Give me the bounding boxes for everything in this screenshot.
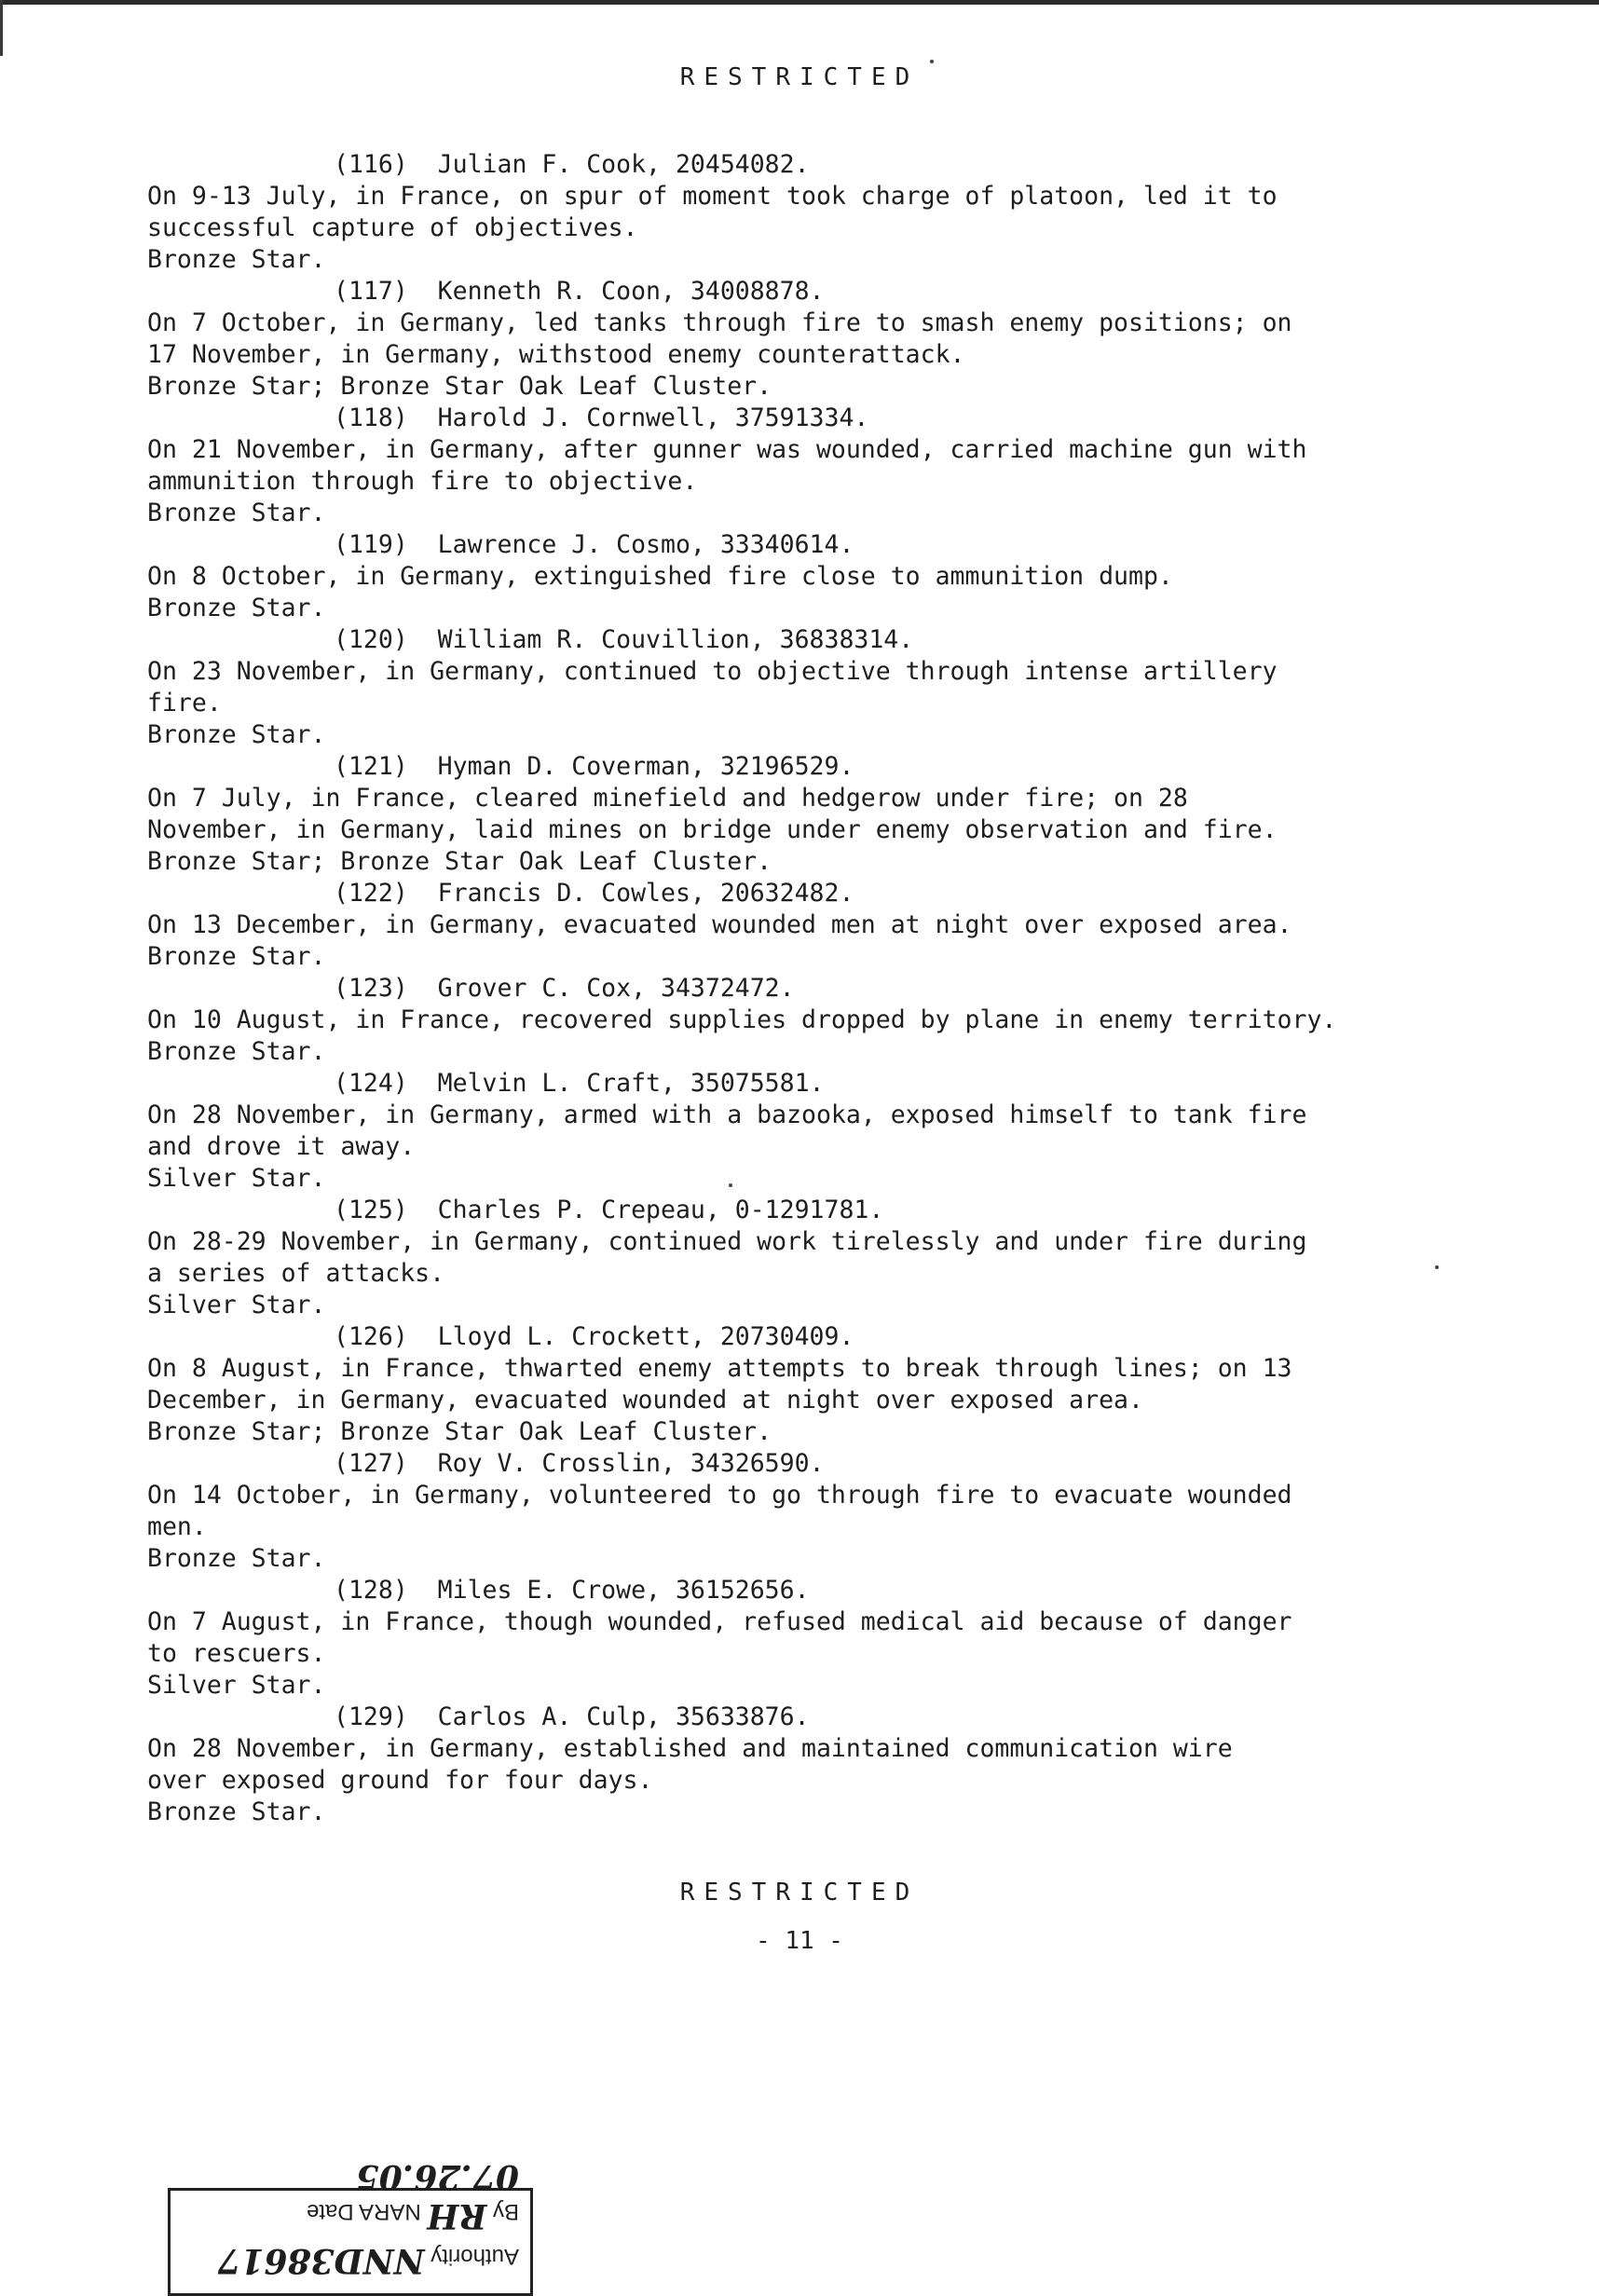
restricted-footer: RESTRICTED bbox=[679, 1879, 920, 1906]
citation-entry bbox=[147, 751, 1396, 878]
citation-text-line: On 23 November, in Germany, continued to objective through intense artillery bbox=[147, 657, 1278, 686]
citation-heading: (119) Lawrence J. Cosmo, 33340614. bbox=[334, 530, 854, 559]
citation-entry bbox=[147, 624, 1396, 751]
stamp-rotated-content bbox=[171, 2157, 530, 2293]
award-line: Bronze Star. bbox=[147, 1544, 326, 1573]
award-line: Bronze Star. bbox=[147, 942, 326, 971]
citation-entry bbox=[147, 1195, 1396, 1321]
citation-text-line: ammunition through fire to objective. bbox=[147, 467, 698, 496]
citation-text-line: On 7 October, in Germany, led tanks through fire to smash enemy positions; on bbox=[147, 308, 1292, 337]
scan-speck bbox=[729, 1183, 732, 1187]
citation-entry bbox=[147, 1068, 1396, 1195]
scan-edge-top bbox=[0, 0, 1599, 5]
stamp-by-value: RH bbox=[427, 2196, 487, 2235]
citation-text-line: successful capture of objectives. bbox=[147, 213, 638, 242]
citation-heading: (123) Grover C. Cox, 34372472. bbox=[334, 974, 795, 1003]
citation-text-line: On 28 November, in Germany, established and maintained communication wire bbox=[147, 1734, 1233, 1763]
citation-heading: (122) Francis D. Cowles, 20632482. bbox=[334, 879, 854, 908]
stamp-authority-label: Authority bbox=[430, 2244, 519, 2269]
stamp-date-line bbox=[171, 2157, 519, 2235]
citation-text-line: men. bbox=[147, 1512, 207, 1541]
citation-text-line: November, in Germany, laid mines on bridge under enemy observation and fire. bbox=[147, 815, 1278, 844]
citation-text-line: a series of attacks. bbox=[147, 1259, 445, 1288]
citation-heading: (120) William R. Couvillion, 36838314. bbox=[334, 625, 914, 654]
citation-text-line: On 21 November, in Germany, after gunner was wounded, carried machine gun with bbox=[147, 435, 1307, 464]
citation-entry bbox=[147, 1448, 1396, 1575]
citation-heading: (116) Julian F. Cook, 20454082. bbox=[334, 150, 810, 179]
citation-heading: (121) Hyman D. Coverman, 32196529. bbox=[334, 752, 854, 781]
citation-heading: (125) Charles P. Crepeau, 0-1291781. bbox=[334, 1196, 884, 1224]
page-number: - 11 - bbox=[756, 1927, 843, 1955]
citation-text-line: On 7 July, in France, cleared minefield and hedgerow under fire; on 28 bbox=[147, 784, 1188, 813]
stamp-authority-value: NND38617 bbox=[217, 2241, 425, 2280]
citation-heading: (129) Carlos A. Culp, 35633876. bbox=[334, 1702, 810, 1731]
award-line: Bronze Star. bbox=[147, 499, 326, 527]
citation-entry bbox=[147, 1321, 1396, 1448]
citation-entry bbox=[147, 1575, 1396, 1702]
citation-entry bbox=[147, 878, 1396, 973]
award-line: Silver Star. bbox=[147, 1671, 326, 1700]
citation-text-line: On 9-13 July, in France, on spur of moment took charge of platoon, led it to bbox=[147, 182, 1278, 211]
citation-text-line: On 8 August, in France, thwarted enemy attempts to break through lines; on 13 bbox=[147, 1354, 1292, 1383]
citation-text-line: On 7 August, in France, though wounded, refused medical aid because of danger bbox=[147, 1607, 1292, 1636]
citation-text-line: fire. bbox=[147, 689, 222, 718]
award-line: Bronze Star. bbox=[147, 594, 326, 622]
citation-text-line: and drove it away. bbox=[147, 1132, 416, 1161]
citation-text-line: December, in Germany, evacuated wounded at night over exposed area. bbox=[147, 1386, 1143, 1414]
citation-text-line: 17 November, in Germany, withstood enemy counterattack. bbox=[147, 340, 965, 369]
citation-entry bbox=[147, 276, 1396, 403]
award-line: Bronze Star; Bronze Star Oak Leaf Cluster. bbox=[147, 1417, 772, 1446]
award-line: Bronze Star. bbox=[147, 245, 326, 274]
citation-text-line: On 10 August, in France, recovered supplies dropped by plane in enemy territory. bbox=[147, 1005, 1337, 1034]
citation-heading: (117) Kenneth R. Coon, 34008878. bbox=[334, 277, 825, 306]
award-line: Bronze Star. bbox=[147, 1037, 326, 1066]
citation-text-line: On 14 October, in Germany, volunteered to go through fire to evacuate wounded bbox=[147, 1481, 1292, 1510]
award-line: Bronze Star; Bronze Star Oak Leaf Cluster. bbox=[147, 847, 772, 876]
citation-text-line: On 13 December, in Germany, evacuated wounded men at night over exposed area. bbox=[147, 910, 1292, 939]
citation-entry bbox=[147, 973, 1396, 1068]
citation-heading: (128) Miles E. Crowe, 36152656. bbox=[334, 1576, 810, 1605]
citation-heading: (124) Melvin L. Craft, 35075581. bbox=[334, 1069, 825, 1098]
citation-entry bbox=[147, 529, 1396, 624]
citation-entry bbox=[147, 149, 1396, 276]
citation-entry bbox=[147, 403, 1396, 529]
award-line: Bronze Star. bbox=[147, 720, 326, 749]
award-line: Silver Star. bbox=[147, 1291, 326, 1319]
citation-entry bbox=[147, 1702, 1396, 1828]
citation-heading: (126) Lloyd L. Crockett, 20730409. bbox=[334, 1322, 854, 1351]
restricted-header: RESTRICTED bbox=[679, 63, 920, 91]
declassification-stamp bbox=[168, 2157, 533, 2296]
award-line: Bronze Star; Bronze Star Oak Leaf Cluster. bbox=[147, 372, 772, 401]
citation-text-line: On 28 November, in Germany, armed with a bazooka, exposed himself to tank fire bbox=[147, 1100, 1307, 1129]
stamp-nara-label: NARA Date bbox=[306, 2199, 421, 2224]
scan-edge-left bbox=[0, 0, 3, 56]
award-line: Bronze Star. bbox=[147, 1797, 326, 1826]
citation-text-line: On 8 October, in Germany, extinguished fire close to ammunition dump. bbox=[147, 562, 1173, 591]
citation-text-line: to rescuers. bbox=[147, 1639, 326, 1668]
citation-text-line: On 28-29 November, in Germany, continued work tirelessly and under fire during bbox=[147, 1227, 1307, 1256]
citation-list bbox=[147, 149, 1396, 1828]
scan-speck bbox=[930, 60, 934, 63]
citation-text-line: over exposed ground for four days. bbox=[147, 1766, 653, 1795]
scan-speck bbox=[1435, 1265, 1439, 1269]
stamp-date-value: 07.26.05 bbox=[355, 2157, 519, 2196]
citation-heading: (127) Roy V. Crosslin, 34326590. bbox=[334, 1449, 825, 1478]
stamp-authority-line bbox=[217, 2241, 519, 2280]
citation-heading: (118) Harold J. Cornwell, 37591334. bbox=[334, 403, 869, 432]
award-line: Silver Star. bbox=[147, 1164, 326, 1193]
stamp-by-label: By bbox=[492, 2199, 519, 2224]
